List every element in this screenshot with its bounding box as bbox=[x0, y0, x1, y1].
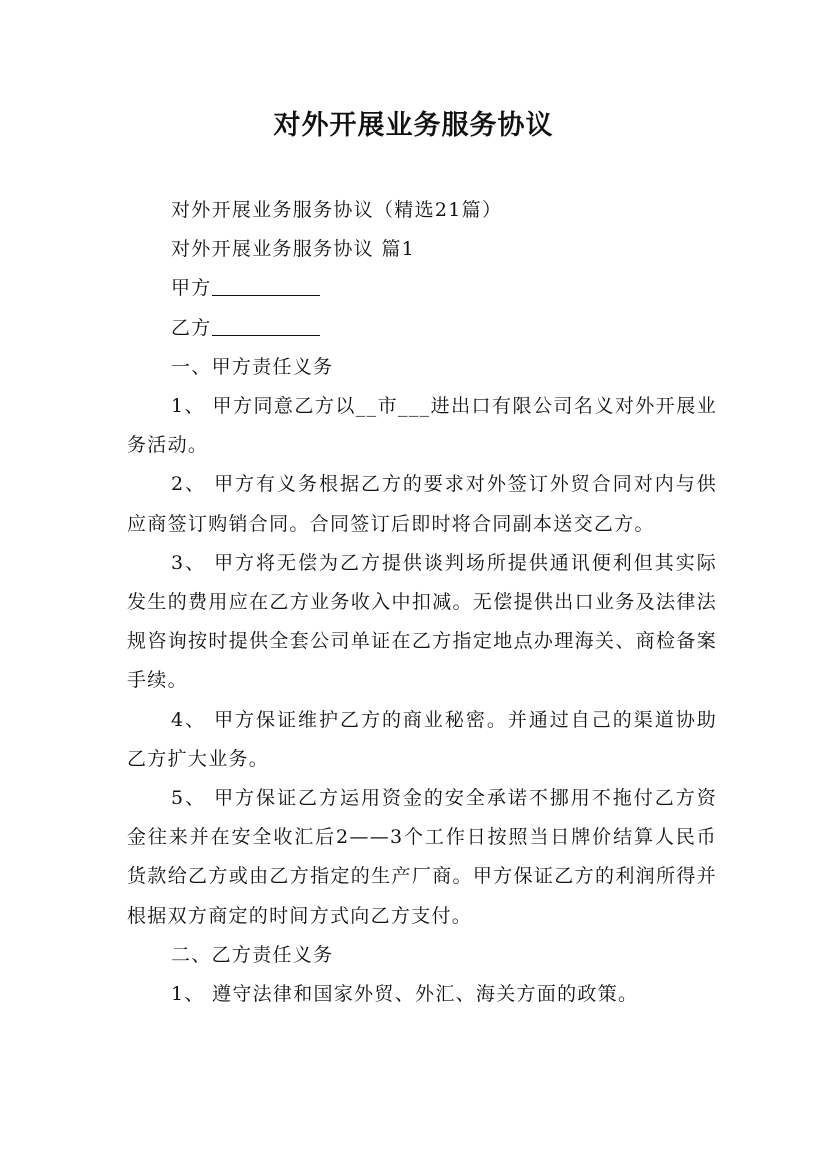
party-b-blank bbox=[212, 315, 320, 336]
section-heading-1: 一、甲方责任义务 bbox=[171, 355, 334, 378]
clause-1-3: 3、 甲方将无偿为乙方提供谈判场所提供通讯便利但其实际发生的费用应在乙方业务收入中扣减。无偿提供出口业务及法律法规咨询按时提供全套公司单证在乙方指定地点办理海关、商检备案手续。 bbox=[127, 551, 717, 692]
clause-2-1: 1、 遵守法律和国家外贸、外汇、海关方面的政策。 bbox=[171, 983, 639, 1006]
document-body bbox=[127, 191, 717, 1014]
party-b-label: 乙方 bbox=[171, 316, 212, 339]
clause-1-2: 2、 甲方有义务根据乙方的要求对外签订外贸合同对内与供应商签订购销合同。合同签订后即时将合同副本送交乙方。 bbox=[127, 473, 717, 535]
chapter-heading: 对外开展业务服务协议 篇1 bbox=[171, 238, 416, 261]
subtitle-line: 对外开展业务服务协议（精选21篇） bbox=[171, 199, 503, 221]
clause-1-1: 1、 甲方同意乙方以__市___进出口有限公司名义对外开展业务活动。 bbox=[127, 395, 717, 457]
party-b-line bbox=[127, 309, 717, 348]
party-a-blank bbox=[212, 275, 320, 296]
party-a-line bbox=[127, 269, 717, 308]
document-title: 对外开展业务服务协议 bbox=[273, 110, 554, 141]
clause-1-4: 4、 甲方保证维护乙方的商业秘密。并通过自己的渠道协助乙方扩大业务。 bbox=[127, 708, 717, 770]
clause-1-5: 5、 甲方保证乙方运用资金的安全承诺不挪用不拖付乙方资金往来并在安全收汇后2——3个工作日按照当日牌价结算人民币货款给乙方或由乙方指定的生产厂商。甲方保证乙方的利润所得并根据双方商定的时间方式向乙方支付。 bbox=[127, 787, 717, 927]
section-heading-2: 二、乙方责任义务 bbox=[171, 943, 334, 966]
party-a-label: 甲方 bbox=[171, 277, 212, 300]
